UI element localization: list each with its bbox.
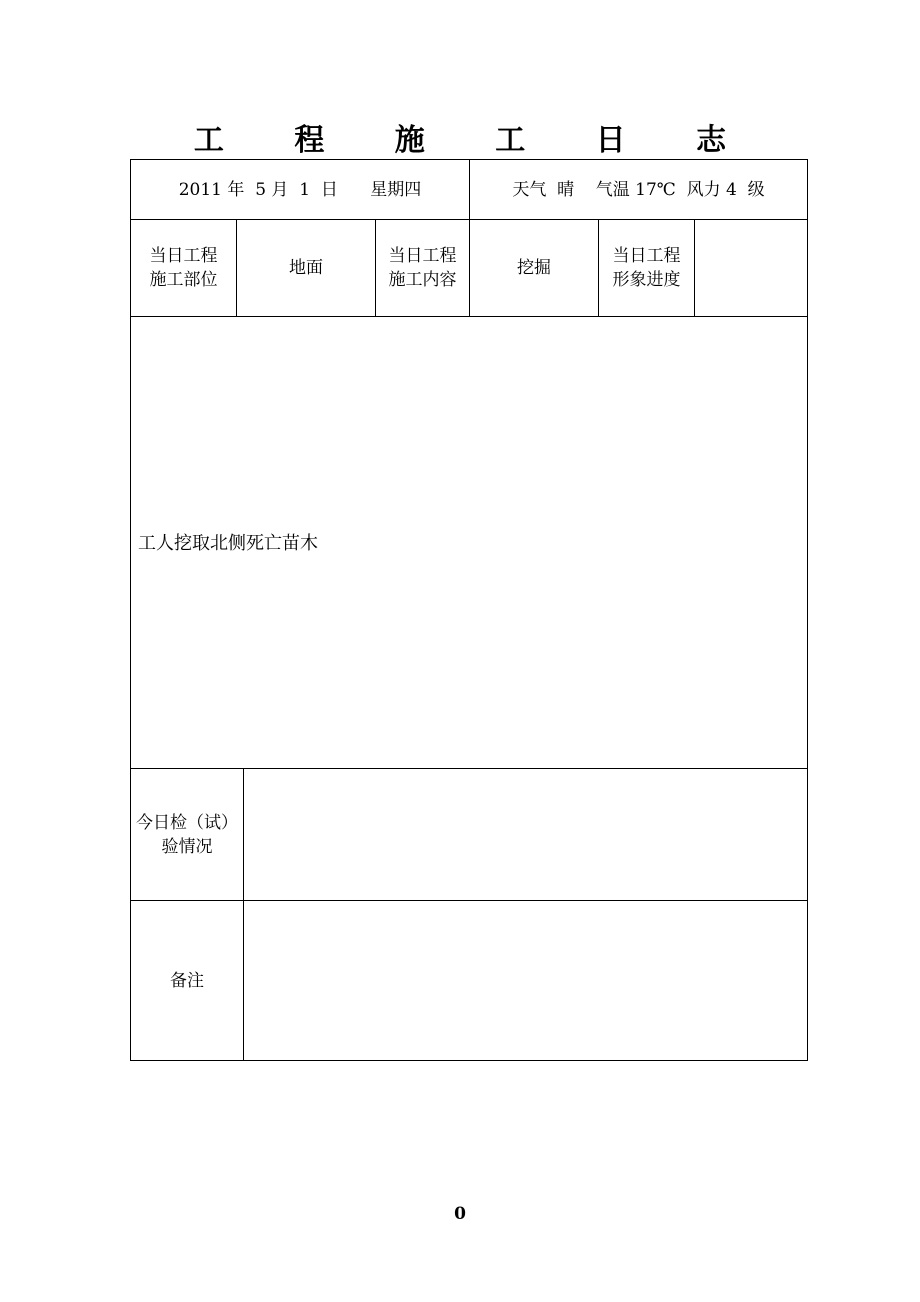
table-border-right: [807, 159, 808, 1061]
location-label: 当日工程 施工部位: [149, 246, 218, 290]
location-value: 地面: [289, 258, 323, 278]
progress-value: [695, 220, 807, 316]
inspection-value: [244, 769, 807, 900]
date-cell: 2011 年 5 月 1 日 星期四: [178, 179, 422, 200]
work-description: 工人挖取北侧死亡苗木: [138, 533, 318, 554]
table-border-bottom: [130, 1060, 808, 1061]
progress-label: 当日工程 形象进度: [612, 246, 681, 290]
remarks-label: 备注: [170, 970, 204, 991]
page-number: 0: [454, 1204, 466, 1224]
remarks-value: [244, 901, 807, 1060]
page-title: 工 程 施 工 日 志: [193, 123, 757, 158]
weather-cell: 天气 晴 气温 17℃ 风力 4 级: [512, 179, 765, 200]
content-label: 当日工程 施工内容: [388, 246, 457, 290]
content-value: 挖掘: [517, 258, 551, 278]
inspection-label: 今日检（试） 验情况: [136, 812, 238, 857]
